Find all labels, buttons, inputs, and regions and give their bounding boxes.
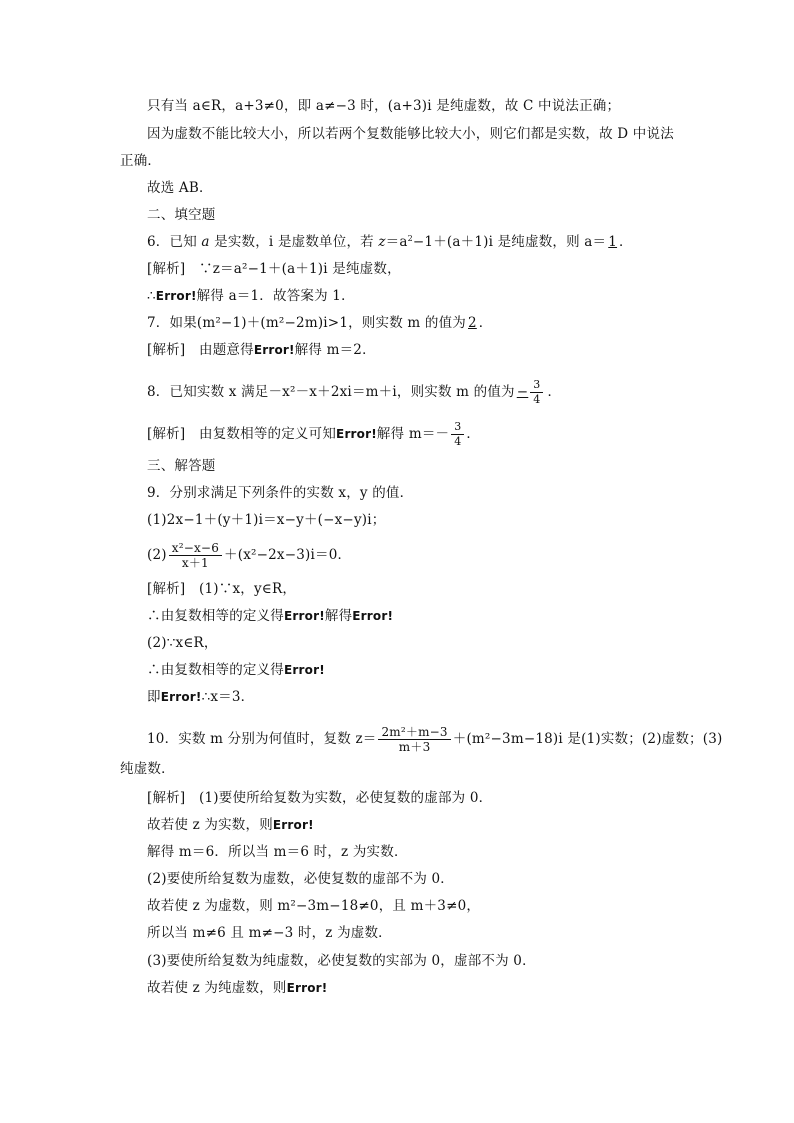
solution-line: (2)要使所给复数为虚数，必使复数的虚部不为 0． <box>147 871 455 887</box>
text-span: ． <box>466 426 481 442</box>
fraction <box>530 378 543 407</box>
fraction-numerator: 3 <box>451 420 464 435</box>
question-6 <box>147 233 633 251</box>
text-span: ∴ <box>147 288 156 304</box>
solution-line <box>147 287 355 305</box>
text-span: a <box>201 234 210 250</box>
question-8 <box>147 378 561 407</box>
text-span: 解得 a＝1．故答案为 1． <box>196 288 355 304</box>
solution-line <box>147 607 393 625</box>
text-span: 是实数，i 是虚数单位，若 <box>209 234 379 250</box>
solution-line <box>147 661 325 679</box>
text-span: ∴x＝3． <box>201 689 255 705</box>
fraction-denominator: m＋3 <box>398 740 431 754</box>
text-span: 8．已知实数 x 满足－x²－x＋2xi＝m＋i，则实数 m 的值为 <box>147 384 515 400</box>
solution-line: (2)∵x∈R， <box>147 635 218 651</box>
text-span: 2 <box>407 234 413 243</box>
text-span: 解得 m＝2． <box>294 342 376 358</box>
fraction-numerator: 3 <box>530 378 543 393</box>
text-span: 即 <box>147 689 161 705</box>
text-span: [解析] 由题意得 <box>147 342 254 358</box>
fraction-denominator: 4 <box>533 393 541 406</box>
text-span: 故若使 z 为实数，则 <box>147 817 273 833</box>
text-line: 只有当 a∈R，a+3≠0，即 a≠−3 时，(a+3)i 是纯虚数，故 C 中说法正确； <box>147 98 621 114</box>
text-span: 6．已知 <box>147 234 202 250</box>
solution-line <box>147 341 376 359</box>
fraction <box>169 541 222 570</box>
solution-line: 故若使 z 为虚数，则 m²−3m−18≠0，且 m＋3≠0， <box>147 898 481 914</box>
text-span: 10．实数 m 分别为何值时，复数 z＝ <box>147 731 377 747</box>
solution-line: 解得 m＝6．所以当 m＝6 时，z 为实数． <box>147 844 408 860</box>
question-9-part-2 <box>147 541 351 570</box>
text-span: ＋(m²−3m−18)i 是(1)实数；(2)虚数；(3) <box>452 731 723 747</box>
text-span: ． <box>619 234 633 250</box>
question-9-part-1: (1)2x−1＋(y＋1)i＝x−y＋(−x−y)i； <box>147 512 386 528</box>
section-heading: 三、解答题 <box>147 458 216 474</box>
text-span: ． <box>478 315 493 331</box>
text-line: 正确． <box>120 153 162 169</box>
section-heading: 二、填空题 <box>147 207 216 223</box>
text-span: −1＋(a＋1)i 是纯虚数，则 a＝ <box>412 234 607 250</box>
text-span: ＋(x²−2x−3)i＝0． <box>224 547 352 563</box>
solution-line <box>147 979 327 997</box>
fraction-numerator: x²−x−6 <box>169 541 222 556</box>
error-placeholder: Error! <box>155 289 197 303</box>
error-placeholder: Error! <box>284 663 325 677</box>
text-span: ＝a <box>385 234 408 250</box>
solution-line: [解析] ∵z＝a²−1＋(a＋1)i 是纯虚数， <box>147 261 401 277</box>
error-placeholder: Error! <box>336 427 377 441</box>
text-span: 7．如果(m²−1)＋(m²−2m)i>1，则实数 m 的值为 <box>147 315 466 331</box>
solution-line <box>147 816 314 834</box>
text-span: z <box>378 234 386 250</box>
text-span: 解得 <box>324 608 353 624</box>
answer-blank: − $\frac{3}{4}$ <box>515 384 548 400</box>
solution-line: [解析] (1)∵x，y∈R， <box>147 581 297 597</box>
text-span: (2) <box>147 547 167 563</box>
fraction <box>378 725 450 754</box>
fraction-numerator: 2m²＋m−3 <box>378 725 450 740</box>
question-7 <box>147 314 493 332</box>
error-placeholder: Error! <box>286 981 328 995</box>
error-placeholder: Error! <box>352 609 394 623</box>
text-span: 解得 m＝－ <box>376 426 450 442</box>
fraction <box>451 420 464 449</box>
answer-blank: 1 <box>608 234 618 250</box>
error-placeholder: Error! <box>272 818 314 832</box>
solution-line: (3)要使所给复数为纯虚数，必使复数的实部为 0，虚部不为 0． <box>147 953 536 969</box>
text-span: ． <box>547 384 562 400</box>
fraction-denominator: 4 <box>454 435 462 448</box>
text-line: 故选 AB． <box>147 180 213 196</box>
question-9: 9．分别求满足下列条件的实数 x，y 的值． <box>147 485 414 501</box>
solution-line: [解析] (1)要使所给复数为实数，必使复数的虚部为 0． <box>147 790 493 806</box>
fraction-denominator: x＋1 <box>181 556 209 570</box>
text-line: 因为虚数不能比较大小，所以若两个复数能够比较大小，则它们都是实数，故 D 中说法 <box>147 126 674 142</box>
solution-line <box>147 688 254 706</box>
text-span: ∴由复数相等的定义得 <box>147 608 284 624</box>
solution-line <box>147 420 480 449</box>
text-span: ∴由复数相等的定义得 <box>147 662 284 678</box>
text-span: [解析] 由复数相等的定义可知 <box>147 426 337 442</box>
error-placeholder: Error! <box>160 690 202 704</box>
text-span: 故若使 z 为纯虚数，则 <box>147 980 287 996</box>
answer-blank: 2 <box>468 315 477 331</box>
error-placeholder: Error! <box>284 609 325 623</box>
question-10 <box>147 725 722 754</box>
text-line: 纯虚数． <box>120 761 175 777</box>
solution-line: 所以当 m≠6 且 m≠−3 时，z 为虚数． <box>147 925 392 941</box>
error-placeholder: Error! <box>253 343 295 357</box>
